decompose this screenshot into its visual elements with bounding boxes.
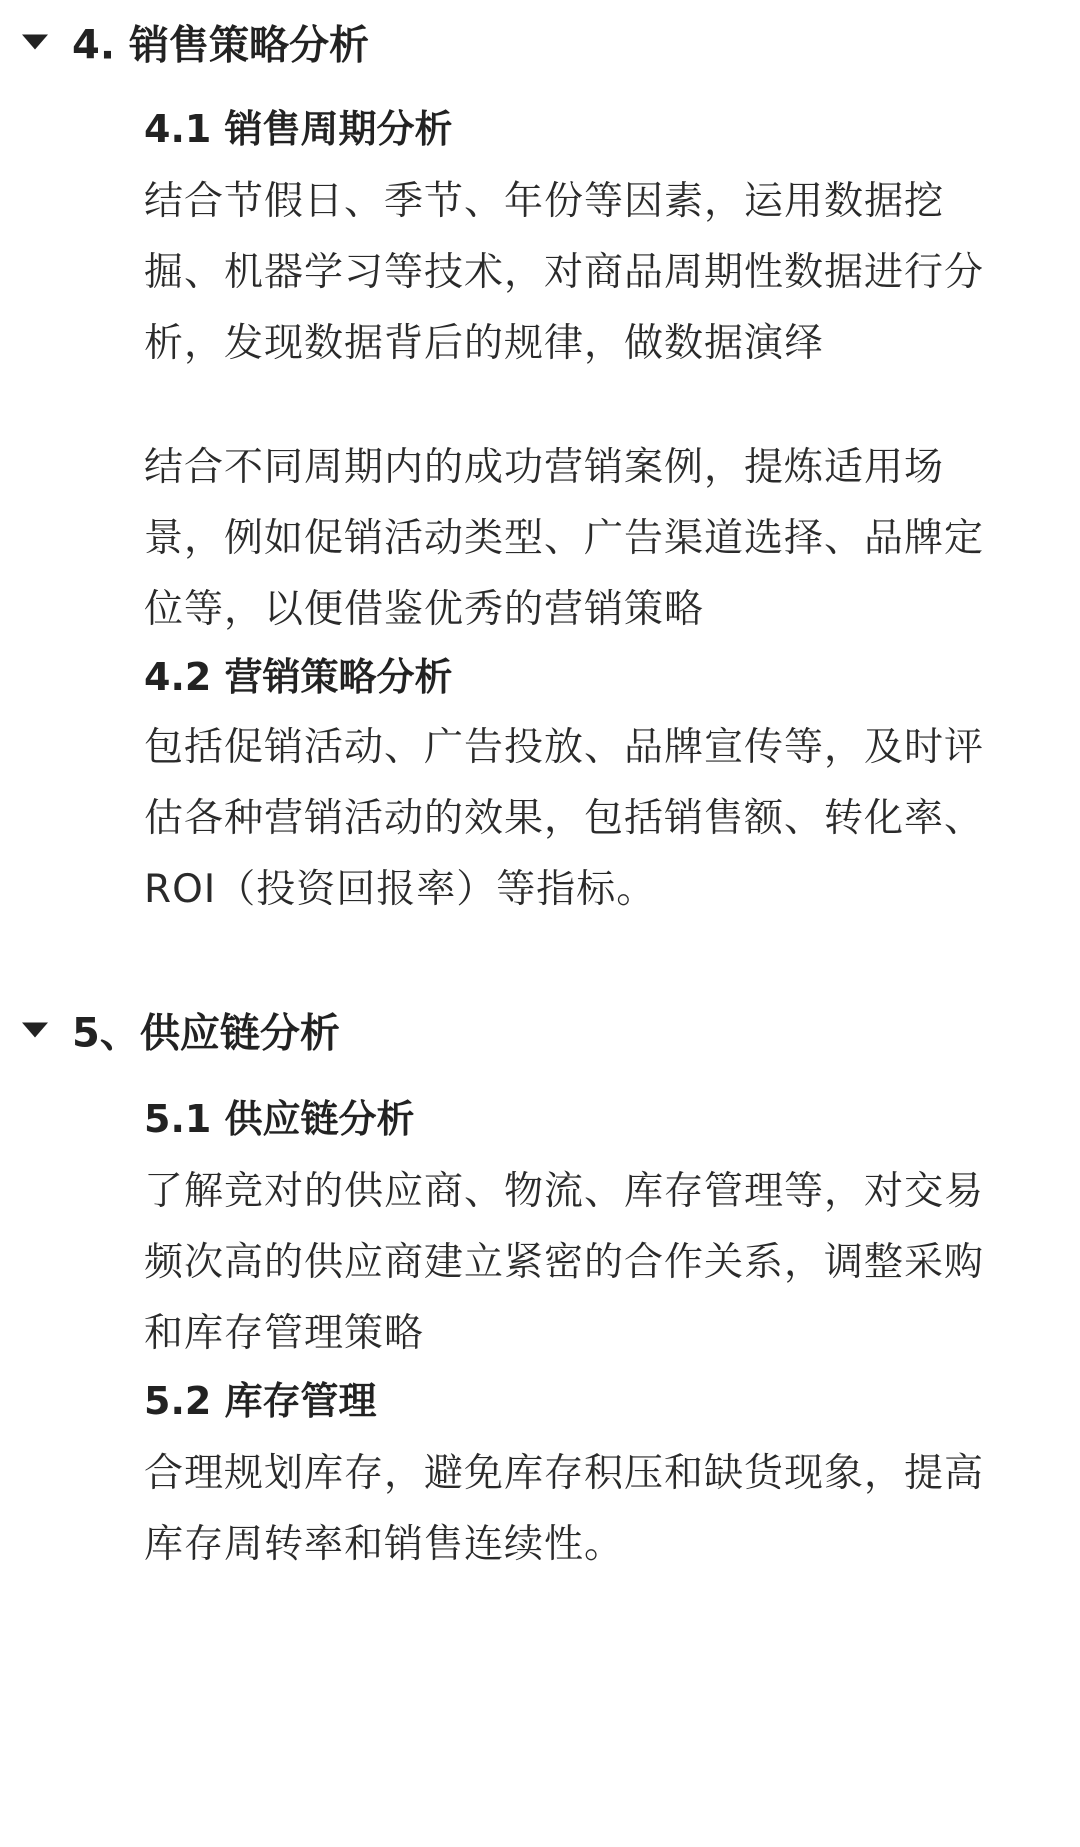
collapse-triangle-icon[interactable]	[22, 1023, 48, 1038]
subsection-4-1-paragraph-2: 结合不同周期内的成功营销案例，提炼适用场景，例如促销活动类型、广告渠道选择、品牌定位等，以便借鉴优秀的营销策略	[144, 445, 985, 632]
section-4	[0, 12, 1080, 72]
section-4-title: 4. 销售策略分析	[72, 22, 369, 69]
section-5-title: 5、供应链分析	[72, 1010, 340, 1057]
subsection-4-1-paragraph-1: 结合节假日、季节、年份等因素，运用数据挖掘、机器学习等技术，对商品周期性数据进行分析，发现数据背后的规律，做数据演绎	[144, 179, 985, 366]
subsection-5-2-title: 5.2 库存管理	[144, 1379, 377, 1423]
subsection-5-2-paragraph-1: 合理规划库存，避免库存积压和缺货现象，提高库存周转率和销售连续性。	[144, 1451, 985, 1567]
section-5	[0, 1000, 1080, 1060]
subsection-4-2-paragraph-1: 包括促销活动、广告投放、品牌宣传等，及时评估各种营销活动的效果，包括销售额、转化率、ROI（投资回报率）等指标。	[144, 725, 985, 912]
subsection-4-1-title: 4.1 销售周期分析	[144, 107, 453, 151]
section-5-header[interactable]	[0, 1000, 1080, 1060]
subsection-5-1-title: 5.1 供应链分析	[144, 1097, 415, 1141]
section-4-header[interactable]	[0, 12, 1080, 72]
subsection-4-2-title: 4.2 营销策略分析	[144, 655, 453, 699]
collapse-triangle-icon[interactable]	[22, 35, 48, 50]
subsection-5-1-paragraph-1: 了解竞对的供应商、物流、库存管理等，对交易频次高的供应商建立紧密的合作关系，调整采购和库存管理策略	[144, 1169, 985, 1356]
